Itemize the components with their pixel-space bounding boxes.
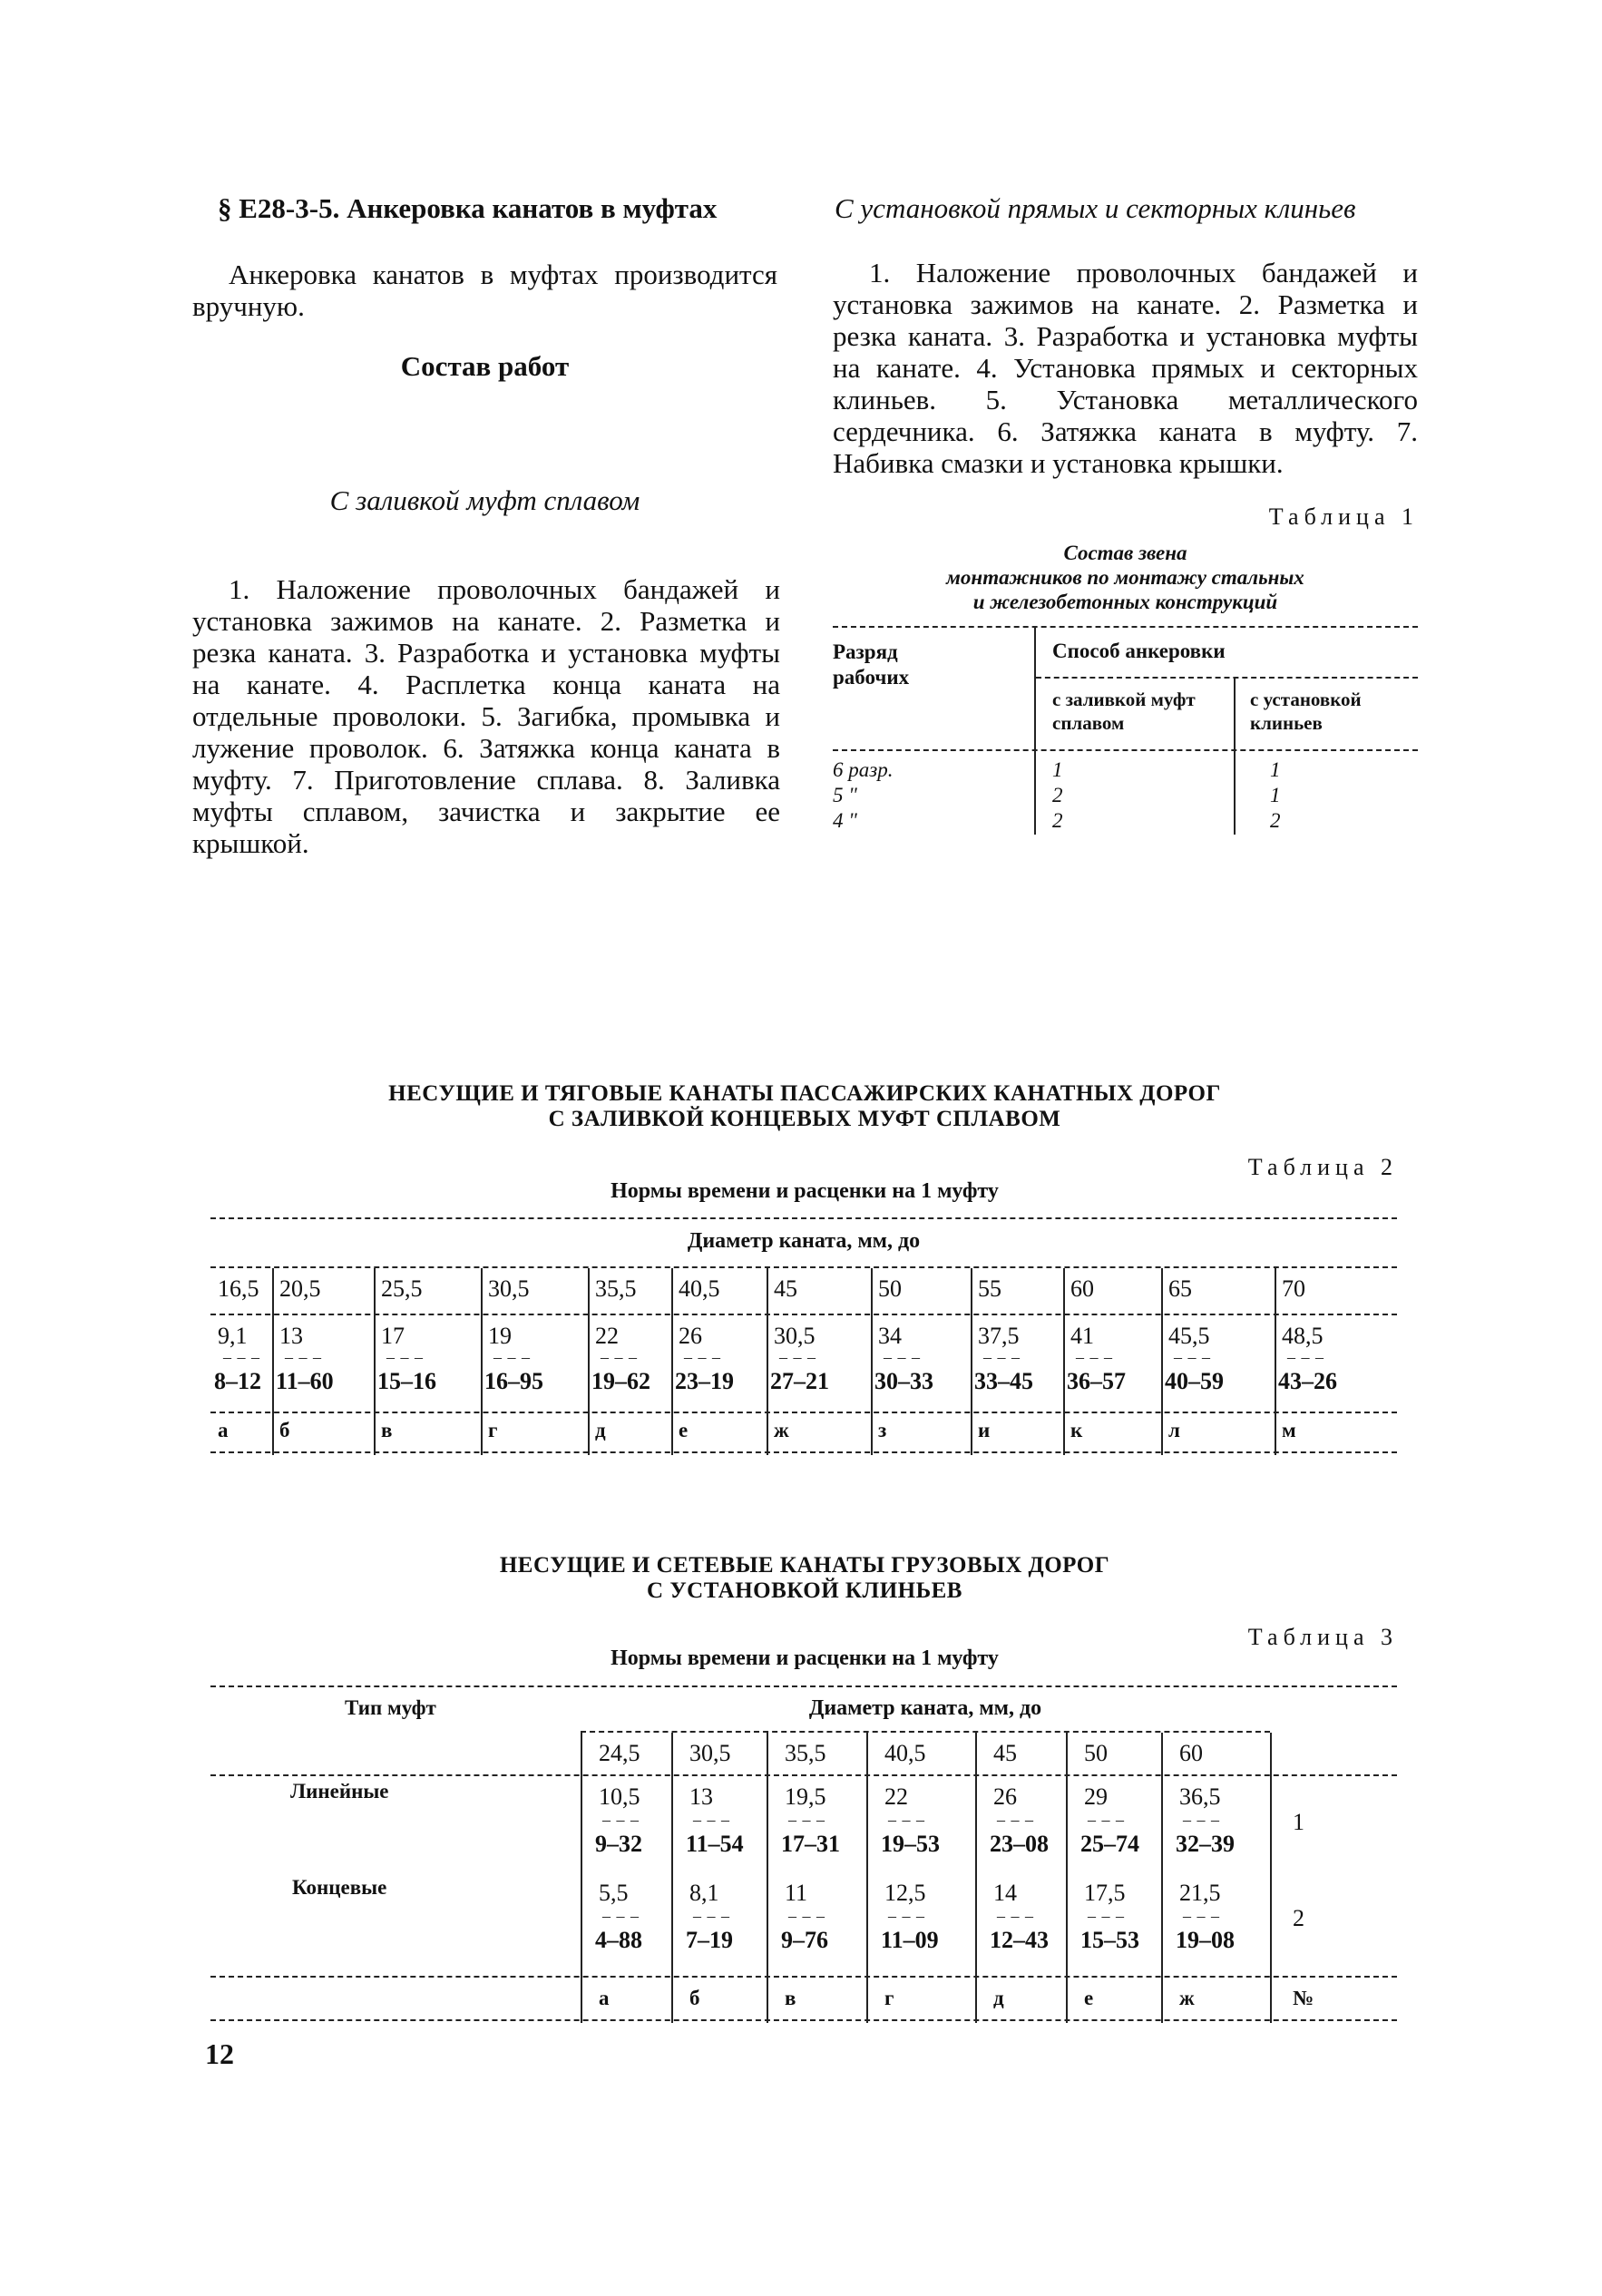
table2-price: 30–33 <box>874 1368 933 1394</box>
table3-diameter: 35,5 <box>785 1740 826 1766</box>
table2-diameter: 35,5 <box>595 1275 637 1302</box>
table1-col-pour: с заливкой муфт сплавом <box>1052 689 1196 734</box>
table3-time: 8,1 <box>689 1880 719 1906</box>
table3-time: 10,5 <box>599 1783 640 1810</box>
table2-letter: з <box>878 1419 887 1441</box>
table3-price: 9–76 <box>781 1927 828 1953</box>
table3-price: 12–43 <box>990 1927 1049 1953</box>
table3-time: 11 <box>785 1880 808 1906</box>
table2-diameter: 60 <box>1070 1275 1094 1302</box>
table3-diameter: 50 <box>1084 1740 1108 1766</box>
table2-price: 8–12 <box>214 1368 261 1394</box>
table2-diameter: 55 <box>978 1275 1001 1302</box>
table3-row-number: 1 <box>1293 1809 1304 1835</box>
table2-price: 43–26 <box>1278 1368 1337 1394</box>
table3-price: 17–31 <box>781 1831 840 1857</box>
table2-title-1: НЕСУЩИЕ И ТЯГОВЫЕ КАНАТЫ ПАССАЖИРСКИХ КАНАТНЫХ ДОРОГ <box>388 1081 1221 1106</box>
table2-fraction-dash: – – – <box>779 1348 816 1366</box>
table2-col-divider <box>871 1268 873 1455</box>
table3-price: 23–08 <box>990 1831 1049 1857</box>
table3-diameter: 45 <box>993 1740 1017 1766</box>
table2-letter: ж <box>774 1419 789 1441</box>
table1-wedge: 1 <box>1270 784 1281 806</box>
table3-num-header: № <box>1293 1987 1314 2009</box>
table2-time: 26 <box>679 1323 702 1349</box>
table2-time: 19 <box>488 1323 512 1349</box>
table2-time: 48,5 <box>1282 1323 1324 1349</box>
table2-col-divider <box>588 1268 590 1455</box>
table2-fraction-dash: – – – <box>285 1348 322 1366</box>
table2-letter: а <box>218 1419 229 1441</box>
table1-head-rule <box>833 749 1418 751</box>
table2-title-2: С ЗАЛИВКОЙ КОНЦЕВЫХ МУФТ СПЛАВОМ <box>548 1107 1061 1131</box>
table2-fraction-dash: – – – <box>684 1348 721 1366</box>
table2-col-divider <box>971 1268 972 1455</box>
table2-diam-header: Диаметр каната, мм, до <box>687 1229 921 1253</box>
table2-diameter: 70 <box>1282 1275 1305 1302</box>
table3-title-1: НЕСУЩИЕ И СЕТЕВЫЕ КАНАТЫ ГРУЗОВЫХ ДОРОГ <box>499 1553 1110 1578</box>
table2-price: 36–57 <box>1067 1368 1126 1394</box>
table2-letter: д <box>595 1419 606 1441</box>
table3-price: 9–32 <box>595 1831 642 1857</box>
table1-caption-2: монтажников по монтажу стальных <box>946 566 1304 589</box>
table3-price: 11–54 <box>686 1831 744 1857</box>
table2-col-divider <box>272 1268 274 1455</box>
table2-fraction-dash: – – – <box>601 1348 638 1366</box>
table3-type: Концевые <box>292 1876 387 1899</box>
table3-rule-5 <box>210 2019 1397 2021</box>
table3-price: 15–53 <box>1080 1927 1139 1953</box>
table1-label: Таблица 1 <box>1268 503 1419 530</box>
table2-letter: г <box>488 1419 498 1441</box>
table2-letter: л <box>1168 1419 1180 1441</box>
table3-col-divider <box>1066 1733 1068 2023</box>
table2-letter: б <box>279 1419 290 1441</box>
table3-fraction-dash: – – – <box>1088 1907 1125 1925</box>
table2-col-divider <box>1063 1268 1065 1455</box>
table3-fraction-dash: – – – <box>888 1811 925 1829</box>
table3-price: 32–39 <box>1176 1831 1235 1857</box>
table2-diameter: 50 <box>878 1275 902 1302</box>
table3-time: 13 <box>689 1783 713 1810</box>
table2-letter: м <box>1282 1419 1296 1441</box>
table2-price: 27–21 <box>770 1368 829 1394</box>
table3-letter: б <box>689 1987 700 2009</box>
table1-pour: 2 <box>1052 784 1063 806</box>
table3-time: 26 <box>993 1783 1017 1810</box>
table1-col-method: Способ анкеровки <box>1052 640 1226 662</box>
table2-time: 34 <box>878 1323 902 1349</box>
table3-rule-2 <box>581 1731 1270 1733</box>
table2-diameter: 25,5 <box>381 1275 423 1302</box>
table3-diameter: 24,5 <box>599 1740 640 1766</box>
table2-time: 45,5 <box>1168 1323 1210 1349</box>
table2-fraction-dash: – – – <box>1076 1348 1113 1366</box>
table2-time: 22 <box>595 1323 619 1349</box>
table2-diameter: 16,5 <box>218 1275 259 1302</box>
table3-letter: в <box>785 1987 796 2009</box>
wedge-subtitle: С установкой прямых и секторных клиньев <box>835 192 1356 224</box>
table3-time: 22 <box>884 1783 908 1810</box>
wedge-steps: 1. Наложение проволочных бандажей и установка зажимов на канате. 2. Разметка и резка каната. 3. Разработка и установка муфты на канате. 4. Установка прямых и секторных клиньев. 5. Установка металлического сердечника. 6. Затяжка каната в муфту. 7. Набивка смазки и установка крышки. <box>833 257 1418 479</box>
table1-pour: 1 <box>1052 758 1063 781</box>
table2-fraction-dash: – – – <box>983 1348 1021 1366</box>
table2-col-divider <box>1161 1268 1163 1455</box>
table2-diameter: 40,5 <box>679 1275 720 1302</box>
table2-diameter: 45 <box>774 1275 797 1302</box>
table3-fraction-dash: – – – <box>997 1907 1034 1925</box>
table3-diam-header: Диаметр каната, мм, до <box>808 1696 1042 1720</box>
table3-fraction-dash: – – – <box>788 1811 825 1829</box>
table2-fraction-dash: – – – <box>386 1348 424 1366</box>
table3-col-divider <box>1161 1733 1163 2023</box>
table3-price: 19–53 <box>881 1831 940 1857</box>
table1-pour: 2 <box>1052 809 1063 832</box>
pour-subtitle: С заливкой муфт сплавом <box>329 484 640 516</box>
table3-label: Таблица 3 <box>1247 1624 1398 1650</box>
table3-time: 29 <box>1084 1783 1108 1810</box>
table2-col-divider <box>1275 1268 1276 1455</box>
table3-col-divider <box>581 1733 582 2023</box>
table3-letter: ж <box>1179 1987 1195 2009</box>
work-composition-title: Состав работ <box>400 350 570 382</box>
table2-fraction-dash: – – – <box>223 1348 260 1366</box>
table3-rule-4 <box>210 1976 1397 1978</box>
table3-rule-3 <box>210 1774 1397 1776</box>
table3-fraction-dash: – – – <box>888 1907 925 1925</box>
table2-rule-1 <box>210 1217 1397 1219</box>
table2-price: 19–62 <box>591 1368 650 1394</box>
table3-time: 36,5 <box>1179 1783 1221 1810</box>
table2-col-divider <box>767 1268 768 1455</box>
table2-time: 17 <box>381 1323 405 1349</box>
table3-type-header: Тип муфт <box>345 1696 436 1719</box>
table2-col-divider <box>374 1268 376 1455</box>
table1-wedge: 2 <box>1270 809 1281 832</box>
table2-label: Таблица 2 <box>1247 1154 1398 1180</box>
table1-top-rule <box>833 626 1418 628</box>
pour-steps: 1. Наложение проволочных бандажей и установка зажимов на канате. 2. Разметка и резка каната. 3. Разработка и установка муфты на канате. 4. Расплетка конца каната на отдельные проволоки. 5. Загибка, промывка и лужение проволок. 6. Затяжка конца каната в муфту. 7. Приготовление сплава. 8. Заливка муфты сплавом, зачистка и закрытие ее крышкой. <box>192 573 780 859</box>
table1-vline-1 <box>1034 628 1036 835</box>
table3-norms: Нормы времени и расценки на 1 муфту <box>611 1646 999 1670</box>
table3-col-divider <box>671 1733 673 2023</box>
table1-wedge: 1 <box>1270 758 1281 781</box>
table3-fraction-dash: – – – <box>693 1907 730 1925</box>
table2-fraction-dash: – – – <box>493 1348 531 1366</box>
table2-price: 40–59 <box>1165 1368 1224 1394</box>
table3-fraction-dash: – – – <box>997 1811 1034 1829</box>
table2-price: 11–60 <box>276 1368 334 1394</box>
table2-time: 13 <box>279 1323 303 1349</box>
table3-fraction-dash: – – – <box>602 1811 640 1829</box>
table1-mid-rule <box>1036 677 1418 679</box>
page-number: 12 <box>205 2037 234 2070</box>
table3-time: 21,5 <box>1179 1880 1221 1906</box>
table2-fraction-dash: – – – <box>884 1348 921 1366</box>
table2-rule-3 <box>210 1314 1397 1315</box>
table2-price: 16–95 <box>484 1368 543 1394</box>
table3-fraction-dash: – – – <box>1183 1907 1220 1925</box>
table3-rule-1 <box>210 1685 1397 1687</box>
table3-diameter: 40,5 <box>884 1740 926 1766</box>
table3-fraction-dash: – – – <box>788 1907 825 1925</box>
table3-price: 11–09 <box>881 1927 939 1953</box>
table3-title-2: С УСТАНОВКОЙ КЛИНЬЕВ <box>647 1578 962 1603</box>
table3-diameter: 30,5 <box>689 1740 731 1766</box>
table3-col-divider <box>866 1733 868 2023</box>
table3-time: 14 <box>993 1880 1017 1906</box>
table3-letter: е <box>1084 1987 1094 2009</box>
table3-letter: д <box>993 1987 1004 2009</box>
table3-col-divider <box>1270 1733 1272 2023</box>
table3-type: Линейные <box>290 1780 389 1803</box>
table2-price: 15–16 <box>377 1368 436 1394</box>
table2-rule-2 <box>210 1266 1397 1268</box>
table2-fraction-dash: – – – <box>1287 1348 1324 1366</box>
table2-price: 23–19 <box>675 1368 734 1394</box>
table1-col-wedge: с установкой клиньев <box>1250 689 1362 734</box>
table2-letter: е <box>679 1419 689 1441</box>
table2-diameter: 65 <box>1168 1275 1192 1302</box>
table2-price: 33–45 <box>974 1368 1033 1394</box>
intro-paragraph: Анкеровка канатов в муфтах производится вручную. <box>192 259 777 322</box>
table3-letter: г <box>884 1987 894 2009</box>
table2-col-divider <box>481 1268 483 1455</box>
section-heading: § Е28-3-5. Анкеровка канатов в муфтах <box>218 192 718 224</box>
table2-rule-4 <box>210 1412 1397 1413</box>
table2-fraction-dash: – – – <box>1174 1348 1211 1366</box>
table2-time: 37,5 <box>978 1323 1020 1349</box>
table1-vline-2 <box>1234 679 1236 835</box>
table1-caption-1: Состав звена <box>1063 542 1187 564</box>
table3-col-divider <box>975 1733 977 2023</box>
table1-caption-3: и железобетонных конструкций <box>972 591 1278 613</box>
table3-fraction-dash: – – – <box>1183 1811 1220 1829</box>
table2-diameter: 30,5 <box>488 1275 530 1302</box>
table1-rank: 5 " <box>833 784 857 806</box>
table3-time: 12,5 <box>884 1880 926 1906</box>
table3-price: 4–88 <box>595 1927 642 1953</box>
table3-col-divider <box>767 1733 768 2023</box>
table3-price: 19–08 <box>1176 1927 1235 1953</box>
table3-diameter: 60 <box>1179 1740 1203 1766</box>
table1-rank: 6 разр. <box>833 758 894 781</box>
table3-time: 17,5 <box>1084 1880 1126 1906</box>
table3-fraction-dash: – – – <box>1088 1811 1125 1829</box>
table2-letter: в <box>381 1419 393 1441</box>
table3-time: 19,5 <box>785 1783 826 1810</box>
table3-price: 7–19 <box>686 1927 733 1953</box>
table2-time: 9,1 <box>218 1323 248 1349</box>
table3-fraction-dash: – – – <box>602 1907 640 1925</box>
table2-norms: Нормы времени и расценки на 1 муфту <box>611 1179 999 1203</box>
table2-diameter: 20,5 <box>279 1275 321 1302</box>
table1-col-rank: Разряд рабочих <box>833 640 910 689</box>
table1-rank: 4 " <box>833 809 857 832</box>
table2-rule-5 <box>210 1451 1397 1453</box>
table2-letter: к <box>1070 1419 1083 1441</box>
table2-time: 41 <box>1070 1323 1094 1349</box>
table3-fraction-dash: – – – <box>693 1811 730 1829</box>
table3-letter: а <box>599 1987 610 2009</box>
table3-time: 5,5 <box>599 1880 629 1906</box>
table2-col-divider <box>671 1268 673 1455</box>
table2-letter: и <box>978 1419 991 1441</box>
table3-price: 25–74 <box>1080 1831 1139 1857</box>
table3-row-number: 2 <box>1293 1905 1304 1931</box>
table2-time: 30,5 <box>774 1323 816 1349</box>
